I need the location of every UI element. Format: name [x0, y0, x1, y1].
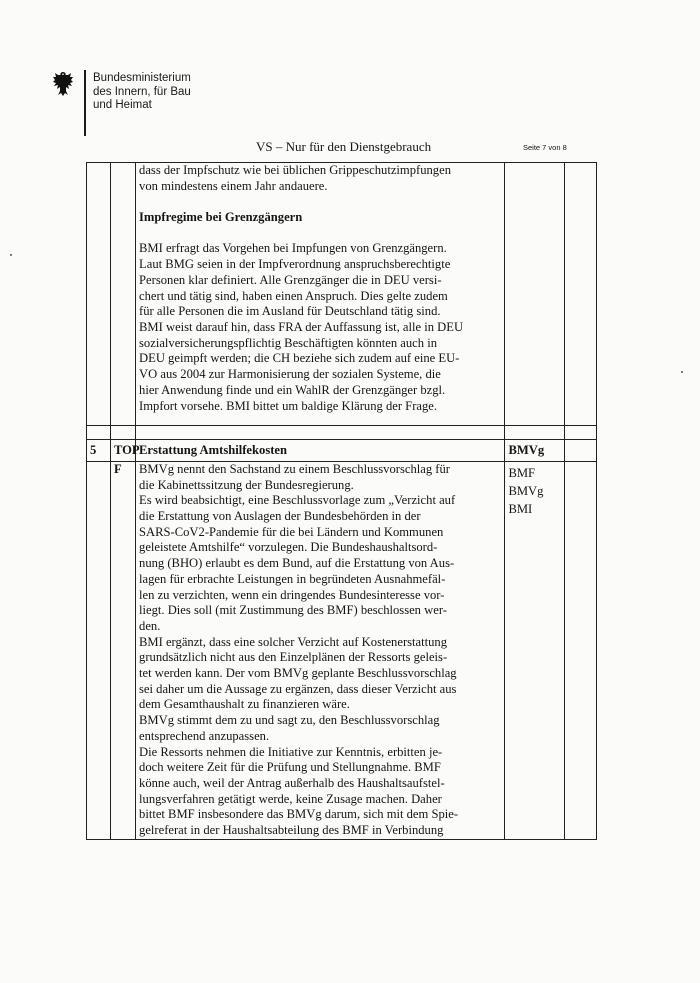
detail-row: [87, 461, 597, 839]
text-line: BMVg stimmt dem zu und sagt zu, den Beschlussvorschlag: [139, 713, 440, 728]
scan-speck: [10, 254, 12, 256]
responsible-list: [505, 461, 565, 839]
text-line: gelreferat in der Haushaltsabteilung des BMF in Verbindung: [139, 823, 444, 838]
detail-text: [136, 461, 505, 839]
ministry-line: und Heimat: [93, 99, 152, 111]
text-line: von mindestens einem Jahr andauere.: [139, 178, 328, 193]
responsible-entry: BMF: [508, 465, 536, 480]
text-line: BMI weist darauf hin, dass FRA der Auffassung ist, alle in DEU: [139, 320, 464, 334]
text-line: Laut BMG seien in der Impfverordnung anspruchsberechtigte: [139, 257, 451, 272]
agenda-title: Erstattung Amtshilfekosten: [136, 440, 505, 462]
text-line: sei daher um die Aussage zu ergänzen, dass dieser Verzicht aus: [139, 681, 457, 696]
text-line: den.: [139, 618, 161, 633]
table-row: [87, 163, 597, 426]
text-line: geleistete Amtshilfe“ vorzulegen. Die Bundeshaushaltsord-: [139, 540, 438, 555]
letterhead-divider: [84, 70, 86, 136]
responsible-cell: [505, 163, 565, 426]
spacer-row: [87, 426, 597, 440]
section-heading: Impfregime bei Grenzgängern: [139, 210, 303, 225]
ministry-line: des Innern, für Bau: [93, 85, 191, 98]
type-cell: [110, 163, 135, 426]
text-line: SARS-CoV2-Pandemie für die bei Ländern und Kommunen: [139, 524, 444, 539]
detail-type: F: [110, 461, 135, 839]
agenda-item-row: [87, 440, 597, 462]
text-line: tet werden kann. Der vom BMVg geplante Beschlussvorschlag: [139, 666, 457, 681]
text-line: DEU geimpft werden; die CH beziehe sich zudem auf eine EU-: [139, 351, 460, 366]
text-line: könne auch, weil der Antrag außerhalb des Haushaltsaufstel-: [139, 775, 445, 790]
text-line: chert und tätig sind, haben einen Anspruch. Dies gelte zudem: [139, 288, 448, 303]
minutes-table: [86, 162, 597, 840]
agenda-type: TOP: [110, 440, 135, 462]
agenda-lead: BMVg: [505, 440, 565, 462]
text-line: VO aus 2004 zur Harmonisierung der sozialen Systeme, die: [139, 367, 441, 382]
text-line: Die Ressorts nehmen die Initiative zur Kenntnis, erbitten je-: [139, 744, 443, 759]
text-line: die Erstattung von Auslagen der Bundesbehörden in der: [139, 509, 421, 524]
responsible-entry: BMVg: [508, 483, 544, 498]
content-cell: [136, 163, 505, 426]
text-line: sozialversicherungspflichtig Beschäftigten könnten auch in: [139, 335, 437, 350]
federal-eagle-logo-icon: [52, 71, 74, 97]
responsible-entry: BMI: [508, 501, 533, 516]
number-cell: [87, 461, 111, 839]
text-line: bittet BMF insbesondere das BMVg darum, sich mit dem Spie-: [139, 807, 459, 822]
text-line: Personen klar definiert. Alle Grenzgänger die in DEU versi-: [139, 272, 442, 287]
text-line: dass der Impfschutz wie bei üblichen Grippeschutzimpfungen: [139, 163, 451, 177]
text-line: nung (BHO) erlaubt es dem Bund, auf die Erstattung von Aus-: [139, 556, 455, 571]
text-line: BMI erfragt das Vorgehen bei Impfungen von Grenzgängern.: [139, 241, 447, 256]
text-line: dem Gesamthaushalt zu finanzieren wäre.: [139, 697, 350, 712]
text-line: BMI ergänzt, dass eine solcher Verzicht auf Kostenerstattung: [139, 634, 448, 649]
status-cell: [565, 163, 597, 426]
text-line: BMVg nennt den Sachstand zu einem Beschlussvorschlag für: [139, 461, 450, 476]
text-line: lungsverfahren getätigt werde, keine Zusage machen. Daher: [139, 791, 442, 806]
scan-speck: [681, 371, 683, 373]
agenda-number: 5: [87, 440, 111, 462]
text-line: Es wird beabsichtigt, eine Beschlussvorlage zum „Verzicht auf: [139, 493, 456, 508]
text-line: liegt. Dies soll (mit Zustimmung des BMF) beschlossen wer-: [139, 603, 447, 618]
text-line: Impfort vorsehe. BMI bittet um baldige Klärung der Frage.: [139, 398, 438, 413]
text-line: hier Anwendung finde und ein WahlR der Grenzgänger bzgl.: [139, 382, 446, 397]
text-line: für alle Personen die im Ausland für Deutschland tätig sind.: [139, 304, 441, 319]
text-line: lagen für erbrachte Leistungen in begründeten Ausnahmefäl-: [139, 571, 446, 586]
ministry-name: [93, 72, 191, 113]
status-cell: [565, 461, 597, 839]
text-line: die Kabinettssitzung der Bundesregierung.: [139, 477, 354, 492]
text-line: entsprechend anzupassen.: [139, 728, 270, 743]
text-line: grundsätzlich nicht aus den Einzelplänen der Ressorts geleis-: [139, 650, 448, 665]
text-line: doch weitere Zeit für die Prüfung und Stellungnahme. BMF: [139, 760, 441, 775]
page-number: Seite 7 von 8: [523, 143, 567, 152]
number-cell: [87, 163, 111, 426]
ministry-line: Bundesministerium: [93, 72, 191, 84]
classification-label: VS – Nur für den Dienstgebrauch: [256, 139, 432, 154]
text-line: len zu verzichten, wenn ein dringendes Bundesinteresse vor-: [139, 587, 445, 602]
